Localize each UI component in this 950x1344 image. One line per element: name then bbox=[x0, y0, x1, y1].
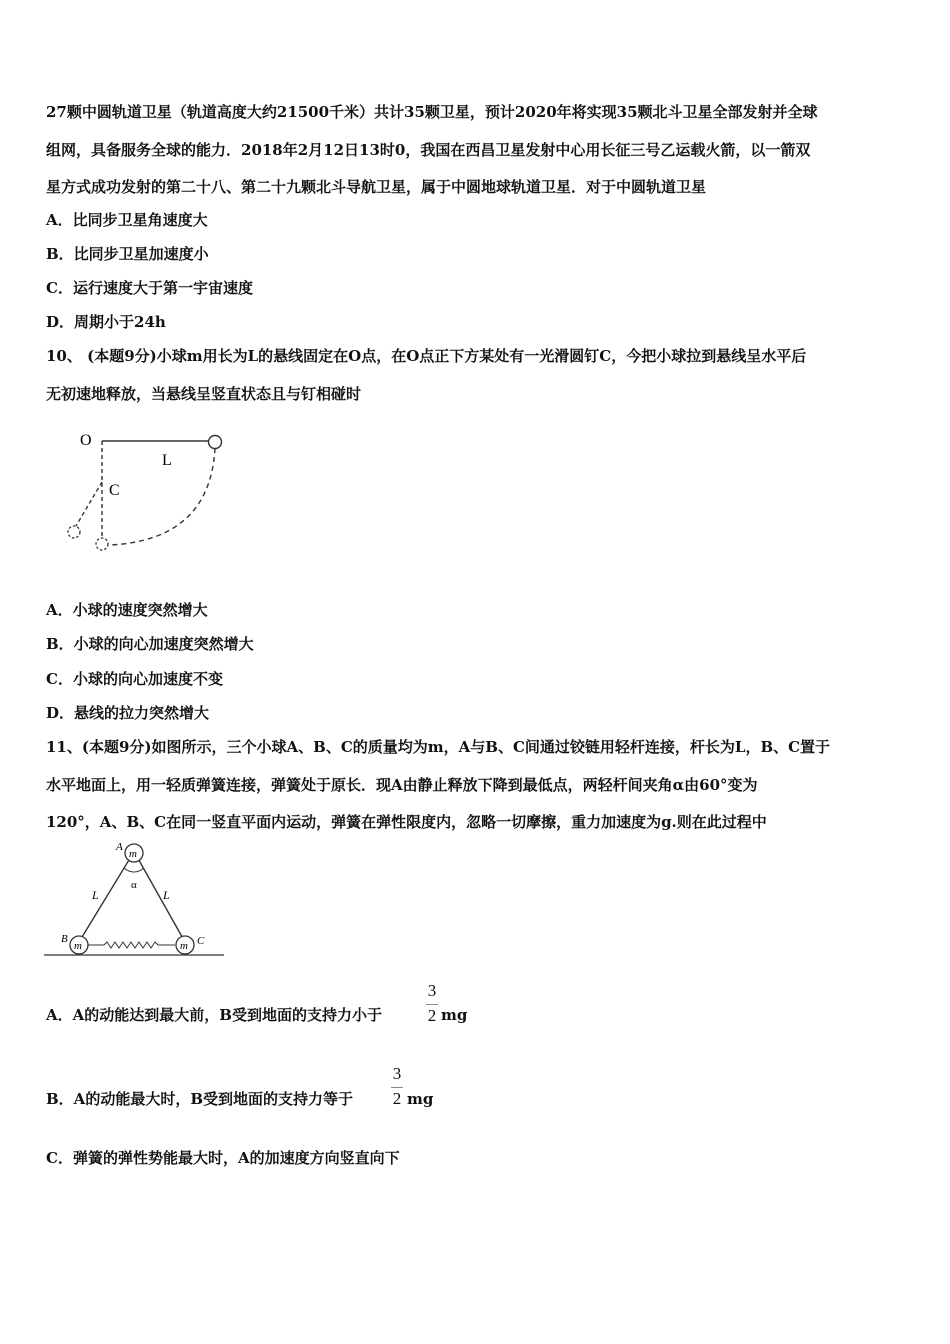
q11-label-a: A bbox=[116, 841, 123, 853]
q11-option-b-frac-num: 3 bbox=[392, 1064, 402, 1083]
q11-triangle-figure bbox=[44, 838, 229, 960]
q9-option-c: C．运行速度大于第一宇宙速度 bbox=[46, 279, 253, 297]
q11-stem-line-2: 水平地面上，用一轻质弹簧连接，弹簧处于原长．现A由静止释放下降到最低点，两轻杆间夹角α由60°变为 bbox=[46, 776, 758, 794]
q10-label-o: O bbox=[80, 432, 92, 449]
q11-option-a-frac-den: 2 bbox=[427, 1006, 437, 1025]
q10-stem-line-1: 10、 (本题9分)小球m用长为L的悬线固定在O点，在O点正下方某处有一光滑圆钉C，今把小球拉到悬线呈水平后 bbox=[46, 347, 807, 365]
q11-option-b-frac-bar bbox=[391, 1087, 403, 1088]
q10-ball-bottom bbox=[96, 538, 108, 550]
q11-label-b: B bbox=[61, 933, 68, 945]
q11-angle-arc bbox=[124, 868, 144, 872]
q9-option-a: A．比同步卫星角速度大 bbox=[46, 211, 208, 229]
q11-option-b-frac-den: 2 bbox=[392, 1089, 402, 1108]
q10-label-c: C bbox=[109, 482, 120, 499]
q10-option-a: A．小球的速度突然增大 bbox=[46, 601, 208, 619]
q10-stem-line-2: 无初速地释放，当悬线呈竖直状态且与钉相碰时 bbox=[46, 385, 362, 403]
q11-label-l-left: L bbox=[92, 888, 99, 902]
q11-option-a-text: A．A的动能达到最大前，B受到地面的支持力小于 bbox=[46, 1006, 382, 1024]
q10-option-d: D．悬线的拉力突然增大 bbox=[46, 704, 210, 722]
q11-spring bbox=[87, 942, 175, 948]
q11-ball-a-mass: m bbox=[129, 848, 137, 860]
intro-line-3: 星方式成功发射的第二十八、第二十九颗北斗导航卫星，属于中圆地球轨道卫星．对于中圆轨道卫星 bbox=[46, 178, 707, 196]
intro-line-1: 27颗中圆轨道卫星（轨道高度大约21500千米）共计35颗卫星，预计2020年将实现35颗北斗卫星全部发射并全球 bbox=[46, 103, 818, 121]
q11-option-a bbox=[46, 1005, 382, 1025]
q10-option-c: C．小球的向心加速度不变 bbox=[46, 670, 223, 688]
q11-option-b-suffix: mg bbox=[407, 1090, 434, 1108]
q11-label-c: C bbox=[197, 935, 205, 947]
q11-option-c: C．弹簧的弹性势能最大时，A的加速度方向竖直向下 bbox=[46, 1149, 400, 1167]
q10-string-after-peg bbox=[76, 482, 102, 526]
q9-option-d: D．周期小于24h bbox=[46, 313, 166, 331]
q11-option-a-frac-num: 3 bbox=[427, 981, 437, 1000]
intro-line-2: 组网，具备服务全球的能力．2018年2月12日13时0，我国在西昌卫星发射中心用长征三号乙运载火箭，以一箭双 bbox=[46, 141, 811, 159]
q11-label-l-right: L bbox=[163, 888, 170, 902]
q11-option-a-frac-bar bbox=[426, 1004, 438, 1005]
q11-option-b-text: B．A的动能最大时，B受到地面的支持力等于 bbox=[46, 1090, 353, 1108]
q11-option-a-suffix: mg bbox=[441, 1006, 468, 1024]
q11-stem-line-1: 11、(本题9分)如图所示，三个小球A、B、C的质量均为m，A与B、C间通过铰链用轻杆连接，杆长为L，B、C置于 bbox=[46, 738, 831, 756]
q11-stem-line-3: 120°，A、B、C在同一竖直平面内运动，弹簧在弹性限度内，忽略一切摩擦，重力加速度为g.则在此过程中 bbox=[46, 813, 767, 831]
q10-label-l: L bbox=[162, 452, 172, 469]
q11-option-b bbox=[46, 1089, 353, 1109]
q10-pendulum-figure bbox=[60, 420, 240, 570]
q11-ball-b-mass: m bbox=[74, 940, 82, 952]
q11-label-alpha: α bbox=[131, 879, 137, 891]
q11-ball-c-mass: m bbox=[180, 940, 188, 952]
q10-option-b: B．小球的向心加速度突然增大 bbox=[46, 635, 254, 653]
q10-ball-side bbox=[68, 526, 80, 538]
q10-ball-start bbox=[209, 436, 222, 449]
q9-option-b: B．比同步卫星加速度小 bbox=[46, 245, 209, 263]
